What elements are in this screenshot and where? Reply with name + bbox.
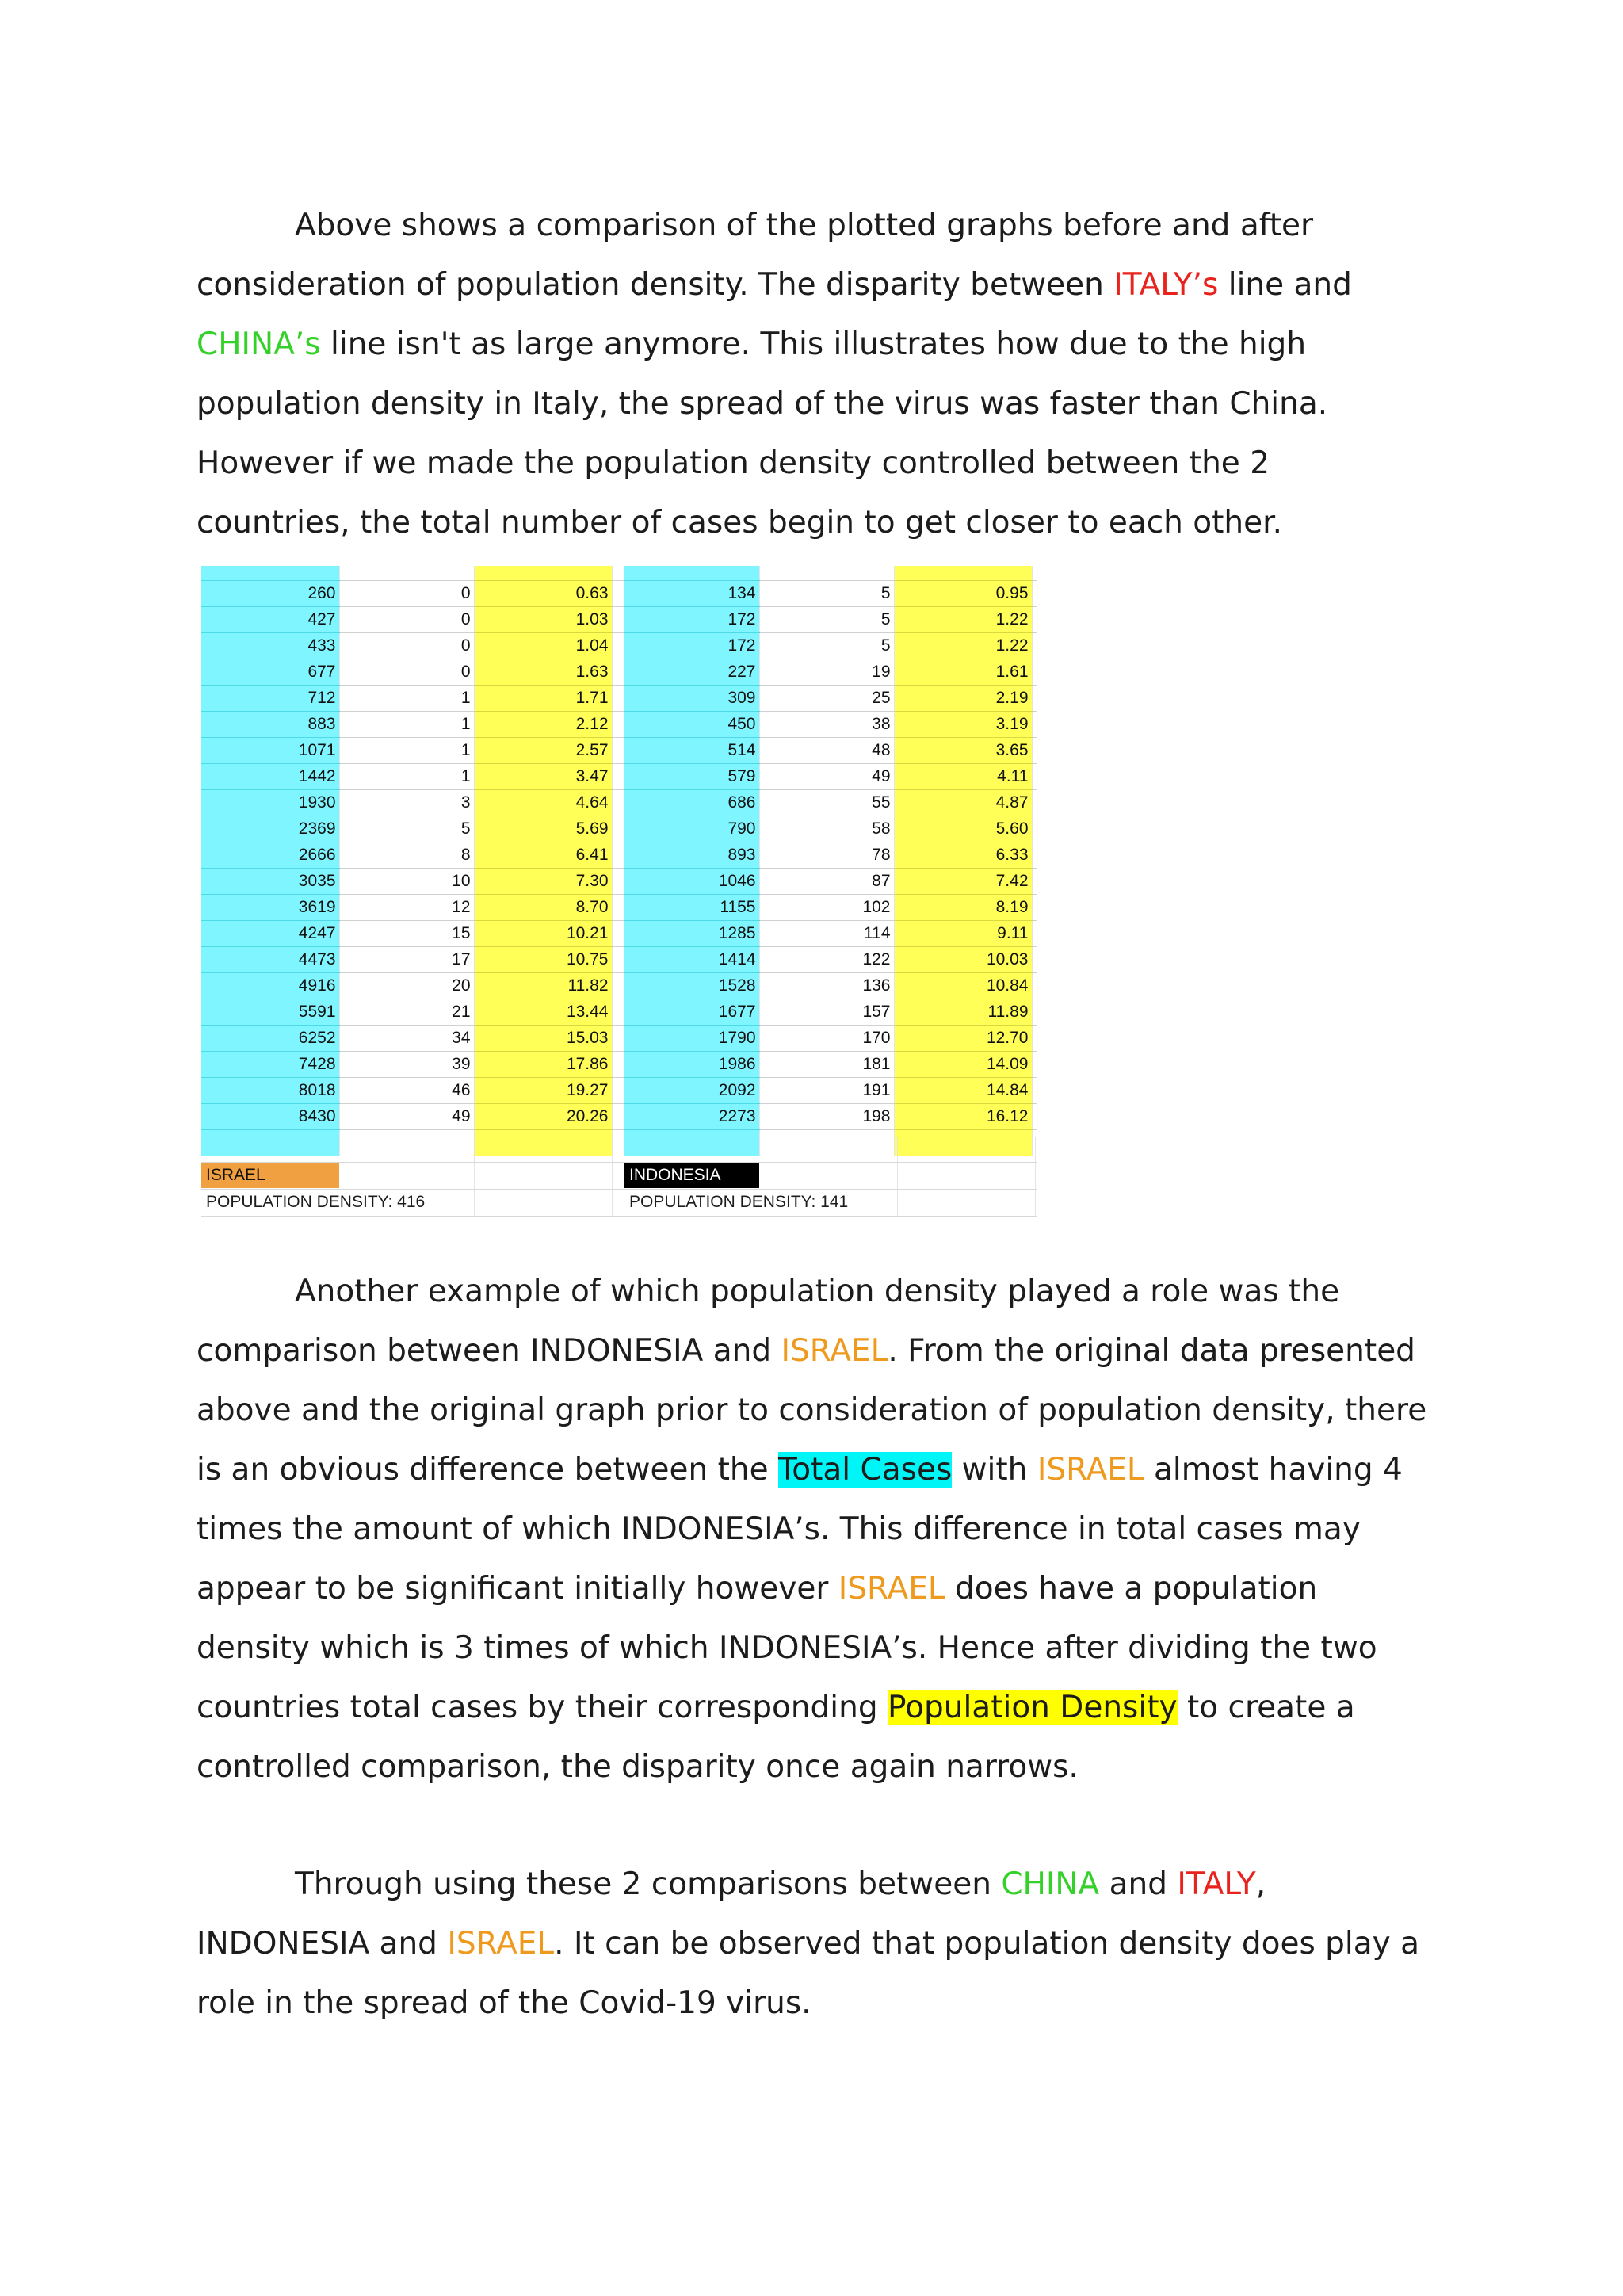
table-cell: 8430 xyxy=(201,1103,339,1129)
table-cell: 1414 xyxy=(624,946,759,972)
table-cell: 10.75 xyxy=(474,946,612,972)
table-cell: 19.27 xyxy=(474,1077,612,1103)
table-row xyxy=(201,685,629,711)
table-cell xyxy=(1032,789,1037,816)
table-row xyxy=(624,659,1037,685)
grid-divider xyxy=(612,1137,613,1216)
table-cell: 12.70 xyxy=(894,1025,1032,1051)
indonesia-table xyxy=(624,566,1037,1156)
table-cell: 0.95 xyxy=(894,580,1032,606)
spreadsheet-image xyxy=(201,566,1037,1224)
table-row xyxy=(201,894,629,920)
table-cell: 38 xyxy=(759,711,894,737)
table-cell: 10.84 xyxy=(894,972,1032,999)
paragraph-2-text: Another example of which population density played a role was the comparison between INDONESIA and xyxy=(197,1274,1340,1369)
table-cell: 12 xyxy=(339,894,474,920)
paragraph-3-text: . It can be observed that population density does play a role in the spread of the Covid-19 virus. xyxy=(197,1926,1420,2021)
table-cell xyxy=(1032,842,1037,868)
table-cell: 6.33 xyxy=(894,842,1032,868)
table-cell: 39 xyxy=(339,1051,474,1077)
table-cell xyxy=(1032,920,1037,946)
table-row xyxy=(624,842,1037,868)
table-cell: 2.57 xyxy=(474,737,612,763)
table-cell: 7.30 xyxy=(474,868,612,894)
table-cell: 3.19 xyxy=(894,711,1032,737)
table-cell: 450 xyxy=(624,711,759,737)
total-cases-highlight: Total Cases xyxy=(778,1452,953,1488)
table-cell: 0 xyxy=(339,580,474,606)
table-cell: 5.69 xyxy=(474,816,612,842)
israel-label: ISRAEL xyxy=(781,1333,888,1369)
table-cell xyxy=(1032,1051,1037,1077)
table-cell xyxy=(894,1129,1032,1156)
table-row xyxy=(201,972,629,999)
table-cell: 1 xyxy=(339,737,474,763)
table-cell: 227 xyxy=(624,659,759,685)
table-cell xyxy=(1032,566,1037,580)
table-cell: 0 xyxy=(339,632,474,659)
table-cell: 5591 xyxy=(201,999,339,1025)
table-cell: 48 xyxy=(759,737,894,763)
table-cell xyxy=(1032,1077,1037,1103)
table-row xyxy=(201,816,629,842)
grid-divider xyxy=(1035,1137,1036,1216)
table-cell: 34 xyxy=(339,1025,474,1051)
table-cell: 6252 xyxy=(201,1025,339,1051)
table-cell: 170 xyxy=(759,1025,894,1051)
table-cell: 5 xyxy=(339,816,474,842)
table-row xyxy=(201,1025,629,1051)
table-row xyxy=(624,685,1037,711)
israel-label: ISRAEL xyxy=(447,1926,555,1962)
table-cell: 5 xyxy=(759,632,894,659)
table-row xyxy=(624,1077,1037,1103)
table-cell: 17.86 xyxy=(474,1051,612,1077)
population-density-highlight: Population Density xyxy=(888,1690,1178,1725)
table-cell xyxy=(1032,580,1037,606)
table-cell: 11.82 xyxy=(474,972,612,999)
table-cell: 309 xyxy=(624,685,759,711)
table-cell: 1.22 xyxy=(894,632,1032,659)
table-cell: 6.41 xyxy=(474,842,612,868)
table-cell: 19 xyxy=(759,659,894,685)
table-cell: 4473 xyxy=(201,946,339,972)
table-cell: 1.71 xyxy=(474,685,612,711)
table-cell: 5 xyxy=(759,606,894,632)
israel-country-label: ISRAEL xyxy=(201,1162,339,1188)
table-cell xyxy=(1032,763,1037,789)
israel-density-label: POPULATION DENSITY: 416 xyxy=(206,1193,426,1211)
table-cell: 15 xyxy=(339,920,474,946)
table-cell: 1677 xyxy=(624,999,759,1025)
table-row xyxy=(624,711,1037,737)
table-cell: 1790 xyxy=(624,1025,759,1051)
table-cell: 1528 xyxy=(624,972,759,999)
italy-label: ITALY xyxy=(1177,1866,1256,1902)
table-cell: 25 xyxy=(759,685,894,711)
table-cell xyxy=(1032,659,1037,685)
table-row xyxy=(201,632,629,659)
table-cell: 49 xyxy=(759,763,894,789)
table-cell: 1986 xyxy=(624,1051,759,1077)
table-row xyxy=(624,606,1037,632)
table-row xyxy=(201,789,629,816)
table-cell: 8018 xyxy=(201,1077,339,1103)
table-cell: 87 xyxy=(759,868,894,894)
table-cell: 3.65 xyxy=(894,737,1032,763)
table-cell: 0 xyxy=(339,606,474,632)
table-row xyxy=(624,789,1037,816)
table-cell: 3619 xyxy=(201,894,339,920)
table-cell xyxy=(1032,632,1037,659)
table-cell: 114 xyxy=(759,920,894,946)
china-label: CHINA’s xyxy=(197,327,321,362)
table-row xyxy=(624,737,1037,763)
table-cell: 3.47 xyxy=(474,763,612,789)
table-cell: 4247 xyxy=(201,920,339,946)
table-row xyxy=(624,868,1037,894)
table-cell xyxy=(474,566,612,580)
table-cell: 9.11 xyxy=(894,920,1032,946)
table-cell: 14.09 xyxy=(894,1051,1032,1077)
grid-divider xyxy=(201,1162,1037,1163)
italy-label: ITALY’s xyxy=(1113,267,1219,303)
table-cell xyxy=(759,566,894,580)
table-row xyxy=(624,1025,1037,1051)
table-row xyxy=(201,842,629,868)
paragraph-3-text: , INDONESIA and xyxy=(197,1866,1266,1962)
table-cell xyxy=(339,566,474,580)
table-cell xyxy=(1032,711,1037,737)
indonesia-country-label: INDONESIA xyxy=(624,1162,759,1188)
table-cell: 10 xyxy=(339,868,474,894)
table-cell: 8 xyxy=(339,842,474,868)
table-cell: 1.22 xyxy=(894,606,1032,632)
paragraph-1-text: Above shows a comparison of the plotted graphs before and after consideration of population density. The disparity between xyxy=(197,208,1314,303)
grid-divider xyxy=(474,1137,475,1216)
grid-divider xyxy=(201,1189,1037,1190)
paragraph-2-text: almost having 4 times the amount of which INDONESIA’s. This difference in total cases may appear to be significant initially however xyxy=(197,1452,1403,1606)
table-cell xyxy=(1032,868,1037,894)
table-cell xyxy=(1032,685,1037,711)
table-row xyxy=(201,999,629,1025)
table-cell: 883 xyxy=(201,711,339,737)
table-cell: 712 xyxy=(201,685,339,711)
table-cell: 134 xyxy=(624,580,759,606)
table-row xyxy=(201,868,629,894)
china-label: CHINA xyxy=(1001,1866,1100,1902)
table-cell: 1442 xyxy=(201,763,339,789)
table-cell: 1930 xyxy=(201,789,339,816)
israel-label: ISRAEL xyxy=(838,1571,945,1606)
table-row xyxy=(201,737,629,763)
table-cell: 15.03 xyxy=(474,1025,612,1051)
table-cell: 136 xyxy=(759,972,894,999)
table-cell: 514 xyxy=(624,737,759,763)
table-cell: 2273 xyxy=(624,1103,759,1129)
table-cell: 1071 xyxy=(201,737,339,763)
table-cell: 260 xyxy=(201,580,339,606)
table-cell xyxy=(201,1129,339,1156)
table-row xyxy=(201,946,629,972)
paragraph-3-text: and xyxy=(1099,1866,1178,1902)
grid-divider xyxy=(897,1137,898,1216)
table-cell xyxy=(339,1129,474,1156)
table-row xyxy=(201,920,629,946)
table-cell xyxy=(474,1129,612,1156)
table-cell: 2369 xyxy=(201,816,339,842)
table-cell: 1 xyxy=(339,763,474,789)
paragraph-2-text: to create a controlled comparison, the disparity once again narrows. xyxy=(197,1690,1355,1785)
table-cell: 790 xyxy=(624,816,759,842)
table-cell: 172 xyxy=(624,632,759,659)
table-cell xyxy=(1032,737,1037,763)
indonesia-density-label: POPULATION DENSITY: 141 xyxy=(629,1193,849,1211)
table-cell xyxy=(1032,816,1037,842)
table-cell: 427 xyxy=(201,606,339,632)
table-cell xyxy=(1032,606,1037,632)
grid-divider xyxy=(201,1216,1037,1217)
table-row xyxy=(201,711,629,737)
paragraph-3-text: Through using these 2 comparisons between xyxy=(295,1866,1002,1902)
table-cell: 0.63 xyxy=(474,580,612,606)
table-cell: 55 xyxy=(759,789,894,816)
table-cell: 7428 xyxy=(201,1051,339,1077)
paragraph-1-text: line isn't as large anymore. This illustrates how due to the high population density in Italy, the spread of the virus was faster than China. However if we made the population density controlled between the 2 countries, the total number of cases begin to get closer to each other. xyxy=(197,327,1328,541)
table-cell: 8.70 xyxy=(474,894,612,920)
table-cell: 7.42 xyxy=(894,868,1032,894)
table-cell xyxy=(1032,1129,1037,1156)
table-cell: 181 xyxy=(759,1051,894,1077)
table-cell: 433 xyxy=(201,632,339,659)
table-cell: 10.21 xyxy=(474,920,612,946)
table-row xyxy=(201,1077,629,1103)
table-row xyxy=(624,580,1037,606)
table-cell xyxy=(1032,946,1037,972)
table-cell: 49 xyxy=(339,1103,474,1129)
table-cell xyxy=(759,1129,894,1156)
table-cell: 16.12 xyxy=(894,1103,1032,1129)
table-cell: 20.26 xyxy=(474,1103,612,1129)
table-row xyxy=(624,1051,1037,1077)
table-cell: 46 xyxy=(339,1077,474,1103)
table-row xyxy=(624,816,1037,842)
table-row xyxy=(624,632,1037,659)
table-cell xyxy=(1032,972,1037,999)
table-cell: 2092 xyxy=(624,1077,759,1103)
table-cell: 4916 xyxy=(201,972,339,999)
table-cell: 14.84 xyxy=(894,1077,1032,1103)
israel-table xyxy=(201,566,630,1156)
table-cell: 13.44 xyxy=(474,999,612,1025)
table-row xyxy=(624,946,1037,972)
table-cell xyxy=(624,566,759,580)
table-row xyxy=(201,1103,629,1129)
table-row xyxy=(624,999,1037,1025)
table-cell xyxy=(1032,1025,1037,1051)
table-cell: 579 xyxy=(624,763,759,789)
table-cell xyxy=(894,566,1032,580)
table-row-empty xyxy=(201,1129,629,1156)
table-cell: 122 xyxy=(759,946,894,972)
table-cell: 677 xyxy=(201,659,339,685)
table-row-empty xyxy=(624,1129,1037,1156)
table-cell: 5.60 xyxy=(894,816,1032,842)
table-cell: 2666 xyxy=(201,842,339,868)
table-cell: 78 xyxy=(759,842,894,868)
table-cell: 4.11 xyxy=(894,763,1032,789)
table-cell: 191 xyxy=(759,1077,894,1103)
table-row xyxy=(624,894,1037,920)
table-cell xyxy=(1032,1103,1037,1129)
paragraph-2 xyxy=(197,1262,1433,1797)
table-cell: 102 xyxy=(759,894,894,920)
table-row xyxy=(624,1103,1037,1129)
table-cell: 198 xyxy=(759,1103,894,1129)
table-row-cut xyxy=(201,566,629,580)
table-cell: 1 xyxy=(339,685,474,711)
table-cell: 0 xyxy=(339,659,474,685)
table-cell: 1155 xyxy=(624,894,759,920)
table-cell: 157 xyxy=(759,999,894,1025)
table-cell: 1 xyxy=(339,711,474,737)
table-row xyxy=(624,763,1037,789)
table-cell xyxy=(1032,999,1037,1025)
table-cell: 11.89 xyxy=(894,999,1032,1025)
table-cell xyxy=(1032,894,1037,920)
table-cell: 58 xyxy=(759,816,894,842)
table-row xyxy=(201,606,629,632)
table-cell: 172 xyxy=(624,606,759,632)
table-row xyxy=(624,972,1037,999)
table-row-cut xyxy=(624,566,1037,580)
table-cell: 2.19 xyxy=(894,685,1032,711)
table-cell: 686 xyxy=(624,789,759,816)
table-cell: 3035 xyxy=(201,868,339,894)
table-cell xyxy=(624,1129,759,1156)
table-cell: 10.03 xyxy=(894,946,1032,972)
table-cell: 4.87 xyxy=(894,789,1032,816)
table-cell: 1.03 xyxy=(474,606,612,632)
table-cell xyxy=(201,566,339,580)
table-row xyxy=(201,1051,629,1077)
table-cell: 2.12 xyxy=(474,711,612,737)
paragraph-1-text: line and xyxy=(1218,267,1352,303)
paragraph-2-text: . From the original data presented above and the original graph prior to consideration of population density, there is an obvious difference between the xyxy=(197,1333,1427,1488)
paragraph-3 xyxy=(197,1855,1433,2033)
table-cell: 4.64 xyxy=(474,789,612,816)
paragraph-2-text: does have a population density which is 3 times of which INDONESIA’s. Hence after dividing the two countries total cases by their corresponding xyxy=(197,1571,1377,1725)
paragraph-2-text: with xyxy=(952,1452,1037,1488)
israel-label: ISRAEL xyxy=(1037,1452,1144,1488)
table-row xyxy=(201,659,629,685)
table-cell: 17 xyxy=(339,946,474,972)
table-cell: 21 xyxy=(339,999,474,1025)
table-row xyxy=(624,920,1037,946)
table-cell: 20 xyxy=(339,972,474,999)
table-row xyxy=(201,580,629,606)
paragraph-1 xyxy=(197,196,1433,552)
table-cell: 1.04 xyxy=(474,632,612,659)
table-cell: 1.63 xyxy=(474,659,612,685)
table-row xyxy=(201,763,629,789)
table-cell: 1.61 xyxy=(894,659,1032,685)
table-cell: 1285 xyxy=(624,920,759,946)
table-cell: 1046 xyxy=(624,868,759,894)
table-cell: 3 xyxy=(339,789,474,816)
table-cell: 8.19 xyxy=(894,894,1032,920)
table-cell: 893 xyxy=(624,842,759,868)
table-cell: 5 xyxy=(759,580,894,606)
